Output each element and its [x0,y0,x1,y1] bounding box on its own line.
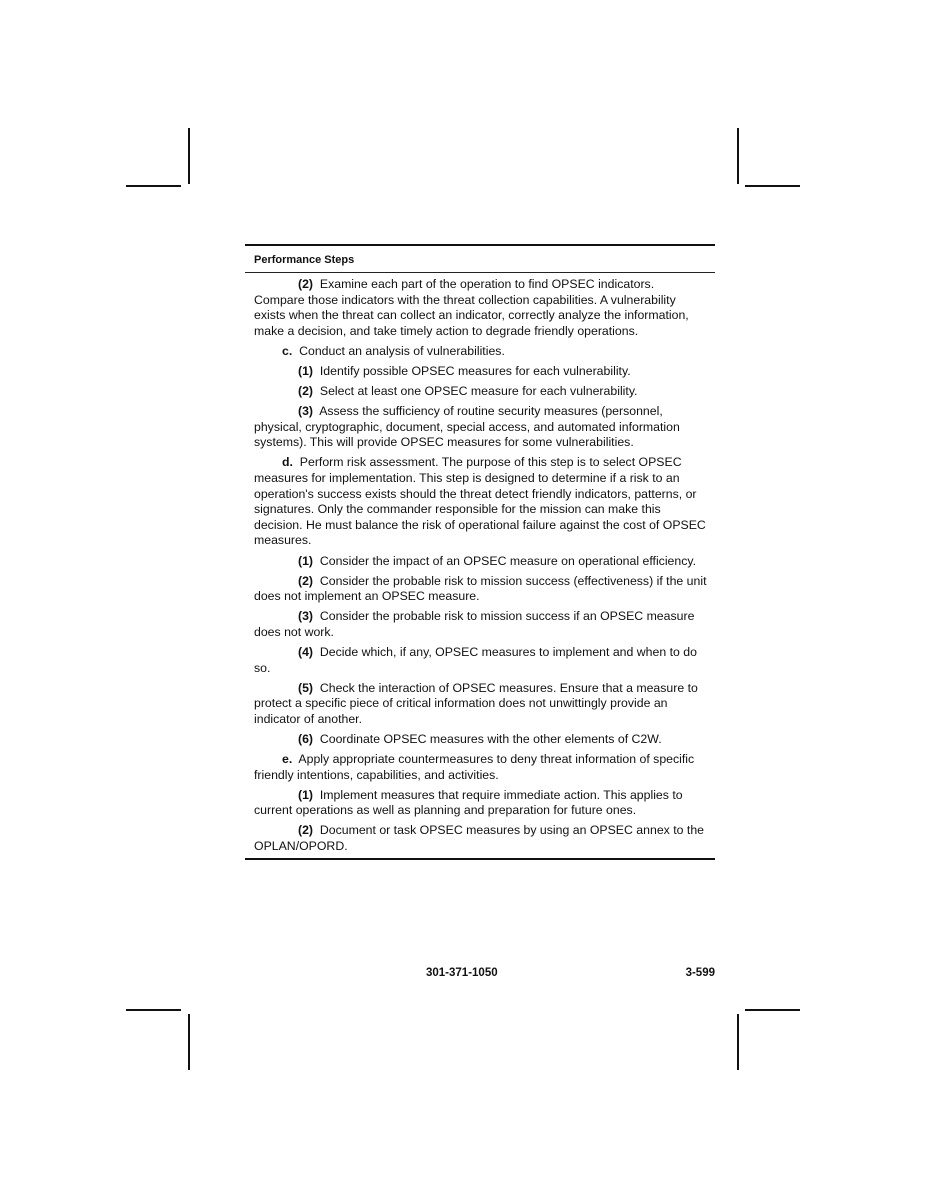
step-paragraph [254,384,707,400]
step-marker: (3) [298,404,314,419]
step-text: Perform risk assessment. The purpose of this step is to select OPSEC measures for implementation. This step is designed to determine if a risk to an operation's success exists should the threat detect friendly indicators, patterns, or signatures. Only the commander responsible for the mission can make this decision. He must balance the risk of operational failure against the cost of OPSEC measures. [254,455,706,548]
step-text: Consider the impact of an OPSEC measure on operational efficiency. [319,553,697,568]
crop-mark-bottom-right-vertical [737,1014,739,1070]
crop-mark-bottom-left-horizontal [126,1009,181,1011]
steps-body [245,273,715,858]
step-text: Assess the sufficiency of routine security measures (personnel, physical, cryptographic, document, special access, and automated information systems). This will provide OPSEC measures for some vulnerabilities. [254,404,680,450]
step-text: Decide which, if any, OPSEC measures to implement and when to do so. [254,644,697,675]
crop-mark-bottom-left-vertical [188,1014,190,1070]
crop-mark-top-right-vertical [737,128,739,184]
bottom-rule [245,858,715,860]
step-marker: (3) [298,609,314,624]
step-paragraph [254,554,707,570]
step-text: Select at least one OPSEC measure for each vulnerability. [319,384,638,399]
step-paragraph [254,364,707,380]
step-marker: (2) [298,277,314,291]
step-text: Apply appropriate countermeasures to deny threat information of specific friendly intentions, capabilities, and activities. [254,752,695,782]
step-text: Coordinate OPSEC measures with the other elements of C2W. [319,731,662,746]
step-text: Consider the probable risk to mission success (effectiveness) if the unit does not implement an OPSEC measure. [254,573,707,604]
page-number: 3-599 [685,967,715,979]
step-text: Document or task OPSEC measures by using an OPSEC annex to the OPLAN/OPORD. [254,823,704,853]
step-marker: d. [282,455,293,470]
document-number: 301-371-1050 [426,967,498,979]
step-paragraph [254,788,707,819]
crop-mark-top-right-horizontal [745,185,800,187]
step-marker: c. [282,343,293,358]
step-marker: (2) [298,573,314,588]
step-paragraph [254,681,707,728]
step-text: Conduct an analysis of vulnerabilities. [299,343,505,358]
step-marker: (4) [298,644,314,659]
step-text: Consider the probable risk to mission success if an OPSEC measure does not work. [254,609,695,639]
crop-mark-bottom-right-horizontal [745,1009,800,1011]
step-paragraph [254,574,707,605]
step-paragraph [254,732,707,748]
crop-mark-top-left-horizontal [126,185,181,187]
step-marker: (5) [298,680,314,695]
step-paragraph [254,823,707,854]
step-paragraph [254,645,707,676]
step-marker: (1) [298,787,314,802]
step-paragraph [254,277,707,339]
step-marker: (1) [298,553,314,568]
step-paragraph [254,752,707,783]
step-marker: (1) [298,363,314,378]
crop-mark-top-left-vertical [188,128,190,184]
step-paragraph [254,344,707,360]
step-paragraph [254,609,707,640]
step-marker: (6) [298,731,314,746]
step-text: Identify possible OPSEC measures for each vulnerability. [319,363,631,378]
step-marker: (2) [298,823,314,838]
step-text: Examine each part of the operation to find OPSEC indicators. Compare those indicators with the threat collection capabilities. A vulnerability exists when the threat can collect an indicator, correctly analyze the information, make a decision, and take timely action to degrade friendly operations. [254,277,689,338]
step-text: Implement measures that require immediate action. This applies to current operations as well as planning and preparation for future ones. [254,787,683,818]
step-marker: (2) [298,384,314,399]
performance-steps-section [245,244,715,860]
step-paragraph [254,404,707,451]
step-marker: e. [282,752,293,767]
step-paragraph [254,455,707,549]
section-header: Performance Steps [254,254,355,266]
step-text: Check the interaction of OPSEC measures. Ensure that a measure to protect a specific piece of critical information does not unwittingly provide an indicator of another. [254,680,698,726]
